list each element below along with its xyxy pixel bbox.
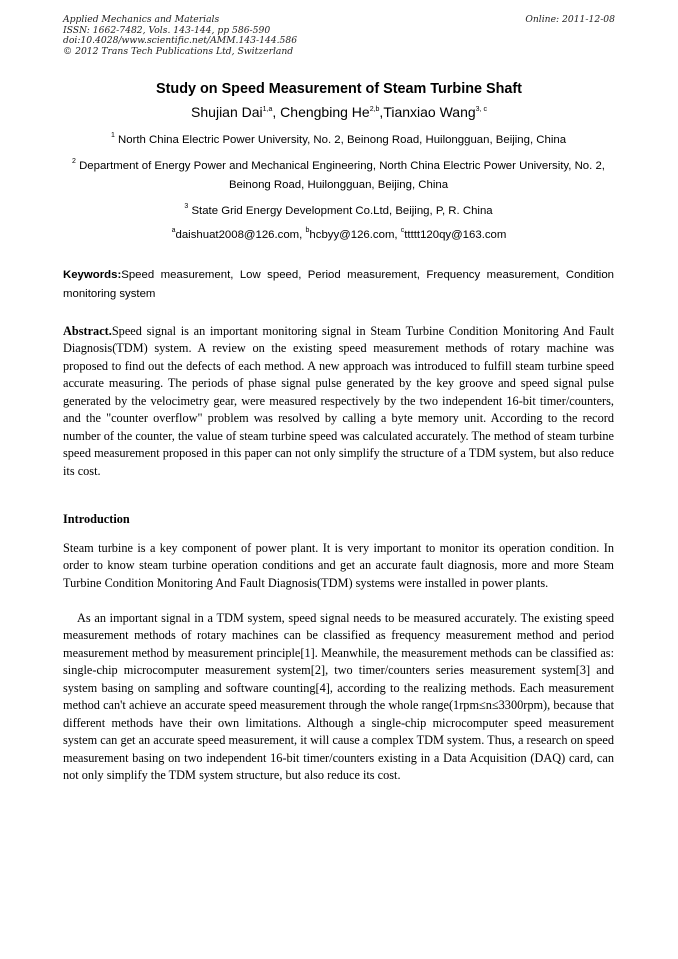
introduction-heading: Introduction	[63, 512, 130, 526]
keywords-block	[63, 266, 614, 304]
copyright-line: © 2012 Trans Tech Publications Ltd, Switzerland	[63, 45, 294, 57]
intro-paragraph-1: Steam turbine is a key component of power plant. It is very important to monitor its operation condition. In order to know steam turbine operation conditions and get an accurate fault diagnosis, more and more Steam Turbine Condition Monitoring And Fault Diagnosis(TDM) systems were installed in power plants.	[63, 541, 614, 590]
abstract-block	[63, 323, 614, 480]
abstract-label: Abstract.	[63, 324, 112, 338]
email-sup: b	[305, 227, 310, 234]
affiliation-sup: 1	[110, 132, 115, 139]
online-date: Online: 2011-12-08	[525, 14, 615, 25]
affiliation-sup: 2	[72, 158, 76, 165]
author-name: Chengbing He	[280, 104, 370, 120]
author-sup: 1,a	[262, 106, 273, 113]
email-list	[0, 229, 678, 241]
intro-paragraph-2: As an important signal in a TDM system, speed signal needs to be measured accurately. The existing speed measurement methods of rotary machines can be classified as frequency measurement method and period measurement method by measurement principle[1]. Meanwhile, the measurement methods can be classified as: single-chip microcomputer measurement system[2], two timer/counters series measurement system[3] and system basing on sampling and software counting[4], according to the realizing methods. Each measurement method can't achieve an accurate speed measurement through the whole range(1rpm≤n≤3300rpm), because that different methods have their own limitations. Although a single-chip microcomputer speed measurement system can get an accurate speed measurement, it will cause a complex TDM system. Thus, a research on speed measurement basing on two independent 16-bit timer/counters existing in a Data Acquisition (DAQ) card, can not only simplify the TDM system structure, but also reduce its cost.	[63, 611, 614, 783]
abstract-text: Speed signal is an important monitoring signal in Steam Turbine Condition Monitoring And Fault Diagnosis(TDM) system. A review on the existing speed measurement methods of rotary machine was proposed to find out the defects of each method. A new approach was introduced to fulfill steam turbine speed accurate measuring. The periods of phase signal pulse generated by the key groove and speed signal pulse generated by the velocimetry gear, were measured respectively by the two independent 16-bit timer/counters, and the "counter overflow" problem was resolved by calling a byte memory unit. According to the record number of the counter, the value of steam turbine speed was calculated accurately. The method of steam turbine speed measurement proposed in this paper can not only simplify the structure of a TDM system, but also reduce its cost.	[63, 324, 614, 478]
journal-header	[63, 15, 297, 57]
paper-title: Study on Speed Measurement of Steam Turbine Shaft	[156, 81, 522, 97]
affiliation-2	[63, 157, 614, 195]
affiliation-sup: 3	[184, 203, 189, 210]
author-sup: 3, c	[475, 106, 487, 113]
email-text: ttttt120qy@163.com	[404, 229, 507, 241]
email-sup: c	[400, 227, 405, 234]
author-sep: ,	[379, 104, 384, 120]
email-text: daishuat2008@126.com,	[175, 229, 306, 241]
author-name: Tianxiao Wang	[383, 104, 476, 120]
author-list	[0, 104, 678, 120]
email-text: hcbyy@126.com,	[309, 229, 401, 241]
keywords-label: Keywords:	[63, 269, 122, 281]
author-sep: ,	[272, 104, 281, 120]
affiliation-text: Department of Energy Power and Mechanical Engineering, North China Electric Power University, No. 2, Beinong Road, Huilongguan, Beijing, China	[75, 160, 605, 191]
keywords-text: Speed measurement, Low speed, Period measurement, Frequency measurement, Condition monitoring system	[63, 269, 614, 300]
affiliation-3	[63, 202, 614, 221]
affiliation-text: North China Electric Power University, No. 2, Beinong Road, Huilongguan, Beijing, China	[114, 134, 567, 146]
journal-name: Applied Mechanics and Materials	[63, 14, 220, 25]
issn-line: ISSN: 1662-7482, Vols. 143-144, pp 586-590	[63, 24, 271, 36]
doi-line: doi:10.4028/www.scientific.net/AMM.143-144.586	[63, 35, 298, 47]
affiliation-text: State Grid Energy Development Co.Ltd, Beijing, P, R. China	[188, 205, 493, 217]
affiliation-1	[63, 131, 614, 150]
author-sup: 2,b	[369, 106, 380, 113]
email-sup: a	[171, 227, 176, 234]
author-name: Shujian Dai	[191, 104, 263, 120]
